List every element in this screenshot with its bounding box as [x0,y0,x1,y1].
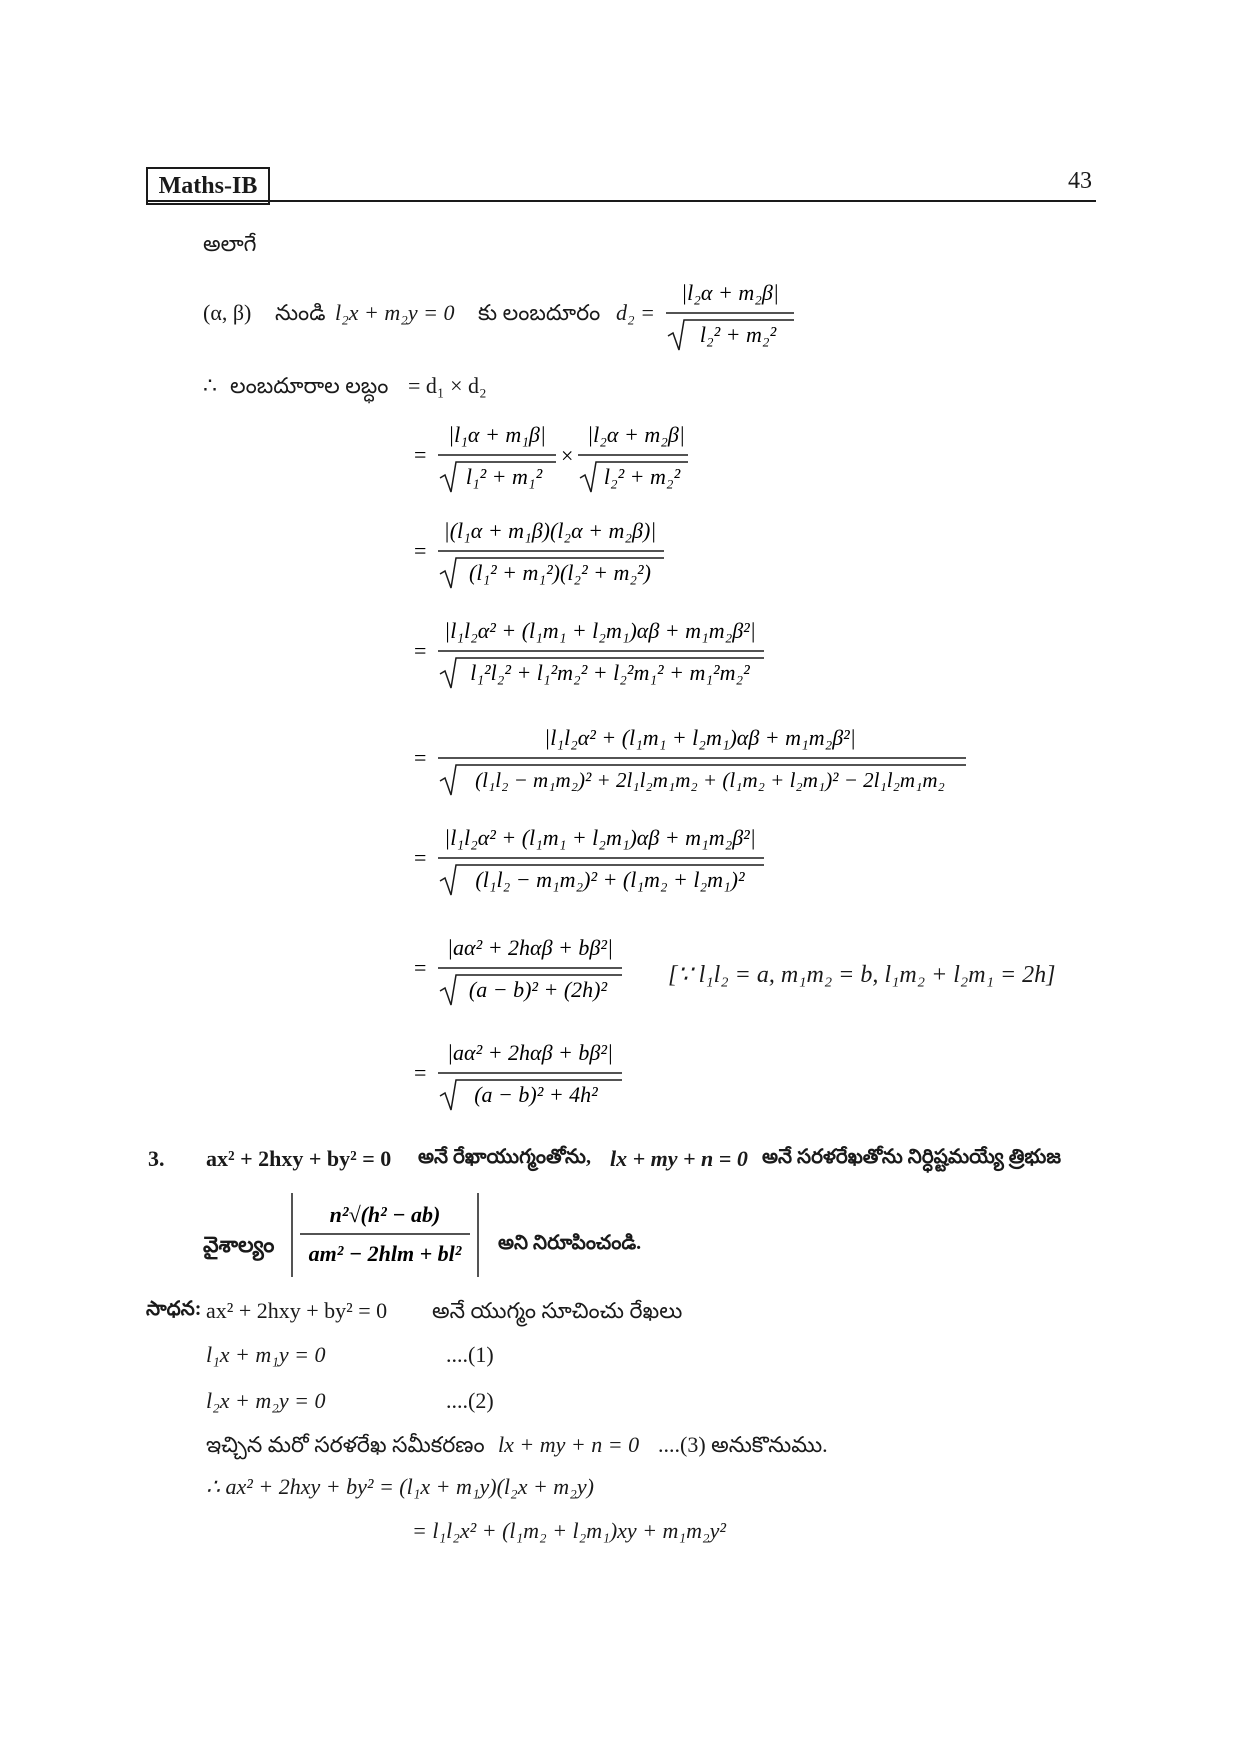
solution-line-1: l₁x + m₁y = 0 [206,1342,326,1367]
step-3 [410,608,770,694]
svg-text:l₁²l₂² + l₁²m₂² + l₂²m₁² + m₁²: l₁²l₂² + l₁²m₂² + l₂²m₁² + m₁²m₂² [470,660,750,685]
svg-text:(a − b)² + 4h²: (a − b)² + 4h² [474,1082,598,1107]
point-ab: (α, β) [203,300,252,325]
solution-line-1-tag: ....(1) [446,1342,494,1367]
solution-line-2-tag: ....(2) [446,1388,494,1413]
step-7 [410,1030,630,1116]
svg-text:|l₁l₂α² + (l₁m₁ + l₂m₁)αβ + m₁: |l₁l₂α² + (l₁m₁ + l₂m₁)αβ + m₁m₂β²| [444,618,756,643]
svg-text:=: = [414,1060,427,1085]
svg-text:(l₁² + m₁²)(l₂² + m₂²): (l₁² + m₁²)(l₂² + m₂²) [469,560,651,585]
svg-text:=: = [414,538,427,563]
therefore-symbol: ∴ [203,373,217,398]
svg-text:×: × [561,443,574,468]
svg-text:|aα² + 2hαβ + bβ²|: |aα² + 2hαβ + bβ²| [447,935,613,960]
svg-text:|aα² + 2hαβ + bβ²|: |aα² + 2hαβ + bβ²| [447,1040,613,1065]
svg-text:=: = [414,955,427,980]
given-text: ఇచ్చిన మరో సరళరేఖ సమీకరణం [206,1432,485,1457]
header-rule [146,200,1096,202]
solution-line-2: l₂x + m₂y = 0 [206,1388,326,1413]
d2-numerator: |l₂α + m₂β| [681,280,779,305]
substitution-note: [∵ l₁l₂ = a, m₁m₂ = b, l₁m₂ + l₂m₁ = 2h] [668,962,1056,988]
step-5 [410,815,770,901]
to-word: కు లంబదూరం [478,300,601,325]
from-word: నుండి [275,300,326,325]
solution-pair-equation: ax² + 2hxy + by² = 0 [206,1298,388,1323]
problem-text-mid: అనే రేఖాయుగ్మంతోను, [418,1146,591,1168]
svg-text:l₁² + m₁²: l₁² + m₁² [465,464,543,489]
svg-text:|l₁l₂α² + (l₁m₁ + l₂m₁)αβ + m₁: |l₁l₂α² + (l₁m₁ + l₂m₁)αβ + m₁m₂β²| [444,825,756,850]
intro-word: అలాగే [203,231,257,256]
svg-text:=: = [414,442,427,467]
step-2 [410,508,670,594]
problem-number: 3. [148,1146,165,1171]
book-label: Maths-IB [146,167,270,205]
area-word: వైశాల్యం [203,1232,275,1257]
expansion: = l₁l₂x² + (l₁m₂ + l₂m₁)xy + m₁m₂y² [412,1518,726,1543]
svg-text:|l₁l₂α² + (l₁m₁ + l₂m₁)αβ + m₁: |l₁l₂α² + (l₁m₁ + l₂m₁)αβ + m₁m₂β²| [544,725,856,750]
svg-text:(a − b)² + (2h)²: (a − b)² + (2h)² [468,977,608,1002]
svg-text:=: = [414,845,427,870]
solution-label: సాధన: [146,1298,202,1320]
svg-text:(l₁l₂ − m₁m₂)² + 2l₁l₂m₁m₂ + (: (l₁l₂ − m₁m₂)² + 2l₁l₂m₁m₂ + (l₁m₂ + l₂m₁)² − 2l₁l₂m₁m₂ [475,768,945,792]
solution-pair-text: అనే యుగ్మం సూచించు రేఖలు [432,1298,683,1323]
svg-text:=: = [414,638,427,663]
d2-fraction [660,270,800,354]
step-6 [410,925,630,1011]
problem-text-end: అనే సరళరేఖతోను నిర్ధిష్టమయ్యే త్రిభుజ [762,1146,1061,1168]
page-number: 43 [1068,168,1092,194]
svg-text:l₂² + m₂²: l₂² + m₂² [603,464,681,489]
product-label: లంబదూరాల లబ్ధం [230,373,389,398]
line2-equation: l₂x + m₂y = 0 [335,300,455,325]
area-denominator: am² − 2hlm + bl² [308,1241,462,1266]
svg-text:(l₁l₂ − m₁m₂)² + (l₁m₂ + l₂m₁): (l₁l₂ − m₁m₂)² + (l₁m₂ + l₂m₁)² [475,867,745,892]
svg-text:|l₂α + m₂β|: |l₂α + m₂β| [587,422,685,447]
problem-line-equation: lx + my + n = 0 [610,1146,748,1171]
d2-lhs: d₂ = [616,300,655,325]
d2-denominator: l₂² + m₂² [699,322,777,347]
prove-word: అని నిరూపించండి. [498,1232,642,1254]
problem-pair-equation: ax² + 2hxy + by² = 0 [206,1146,392,1171]
area-numerator: n²√(h² − ab) [329,1202,441,1227]
product-rhs: = d₁ × d₂ [408,373,487,398]
svg-text:|(l₁α + m₁β)(l₂α + m₂β)|: |(l₁α + m₁β)(l₂α + m₂β)| [443,518,657,543]
given-tag: ....(3) అనుకొనుము. [658,1432,828,1457]
factorization: ∴ ax² + 2hxy + by² = (l₁x + m₁y)(l₂x + m₂y) [206,1474,594,1499]
step-1 [410,412,690,498]
svg-text:|l₁α + m₁β|: |l₁α + m₁β| [448,422,546,447]
svg-text:=: = [414,745,427,770]
area-formula [286,1185,486,1285]
step-4 [410,715,970,801]
given-equation: lx + my + n = 0 [498,1432,640,1457]
